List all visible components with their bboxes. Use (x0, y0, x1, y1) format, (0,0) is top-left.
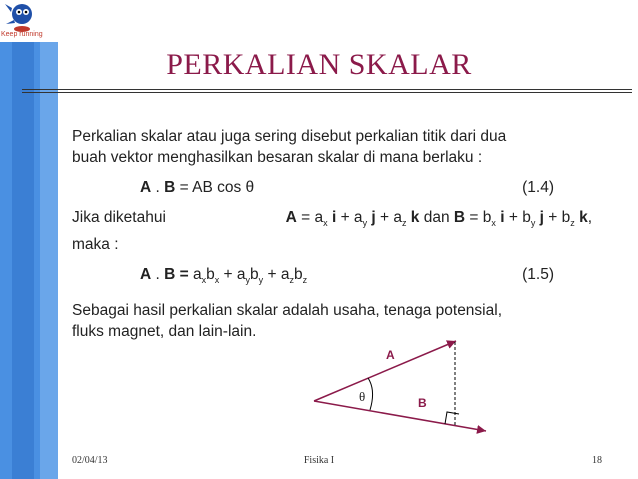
right-angle-marker (445, 412, 459, 424)
vector-a-arrow (314, 341, 456, 401)
equation-1-5-number: (1.5) (522, 266, 554, 284)
decorative-sidebar (0, 42, 58, 479)
page-title: PERKALIAN SKALAR (166, 48, 472, 81)
label-a: A (386, 348, 395, 362)
logo-text: Keep running (1, 31, 43, 38)
paragraph-examples-line1: Sebagai hasil perkalian skalar adalah usaha, tenaga potensial, (72, 302, 502, 320)
title-divider (22, 89, 632, 90)
footer-page-number: 18 (592, 455, 602, 466)
angle-arc (368, 378, 373, 410)
vector-b-arrow (314, 401, 486, 431)
sidebar-stripe-light (40, 42, 58, 479)
equation-1-4-number: (1.4) (522, 179, 554, 196)
label-theta: θ (359, 389, 366, 404)
vector-diagram (300, 330, 500, 440)
paragraph-components-line1: Jika diketahui $A = a_x$ $i + a_y$ $j + a_z$ k dan $B = b_x$ $i + b_y$ $j + b_z$ k, (72, 209, 592, 229)
paragraph-examples-line2: fluks magnet, dan lain-lain. (72, 323, 257, 341)
paragraph-intro (72, 126, 592, 168)
equation-1-4 (72, 177, 592, 198)
equation-1-5-expression: A . $B = a_xb_x + a_yb_y + a_zb_z$ (140, 266, 308, 286)
logo-icon (0, 0, 46, 44)
footer-title: Fisika I (303, 455, 335, 466)
title-divider-second (22, 92, 632, 93)
paragraph-intro-line2: buah vektor menghasilkan besaran skalar di mana berlaku : (72, 149, 483, 166)
equation-1-5 (72, 264, 592, 291)
sidebar-stripe (12, 42, 34, 479)
paragraph-components-line2: maka : (72, 236, 119, 254)
equation-1-4-expression: A . B = AB cos θ (140, 179, 255, 196)
label-b: B (418, 396, 427, 410)
footer-date: 02/04/13 (72, 455, 108, 466)
slide-content (72, 126, 592, 342)
paragraph-intro-line1: Perkalian skalar atau juga sering disebut perkalian titik dari dua (72, 128, 507, 145)
paragraph-components (72, 207, 592, 255)
